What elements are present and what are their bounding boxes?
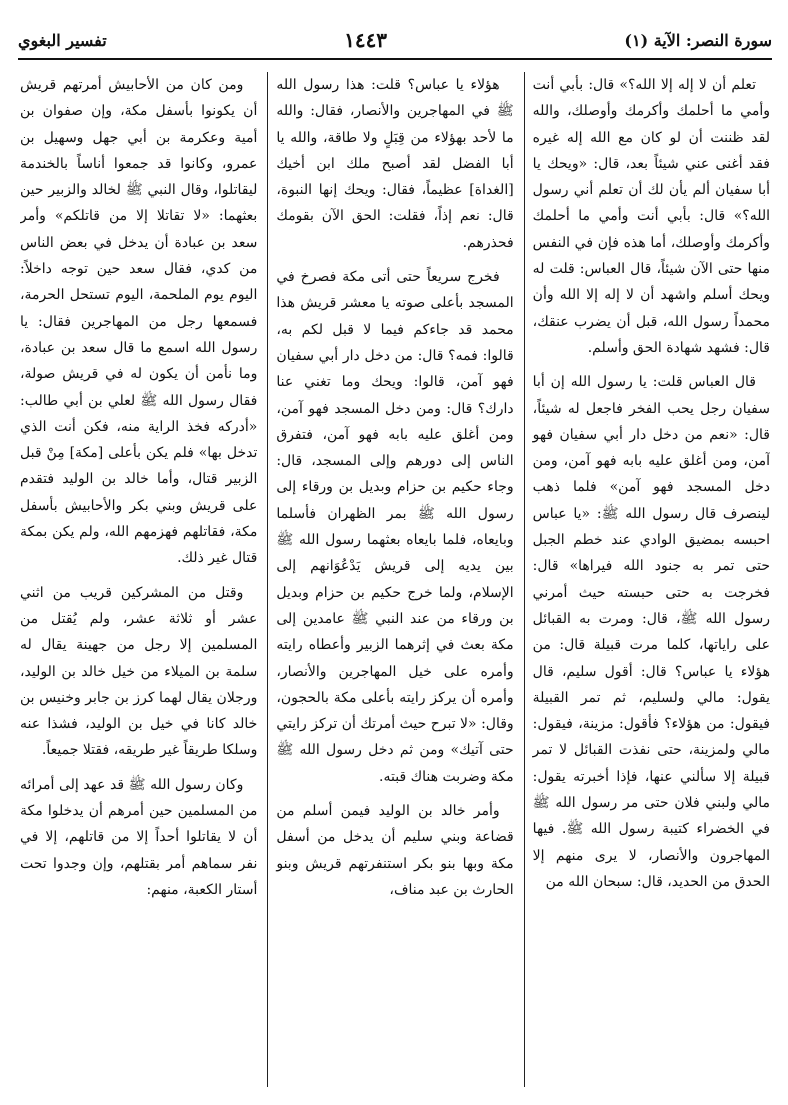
book-title: تفسير البغوي bbox=[18, 30, 107, 50]
paragraph: وأمر خالد بن الوليد فيمن أسلم من قضاعة وبني سليم أن يدخل من أسفل مكة وبها بنو بكر استنفرتهم قريش وبنو الحارث بن عبد مناف، bbox=[276, 803, 514, 898]
paragraph: هؤلاء يا عباس؟ قلت: هذا رسول الله ﷺ في المهاجرين والأنصار، فقال: والله ما لأحد بهؤلاء من قِبَلٍ ولا طاقة، والله يا أبا الفضل لقد أصبح ملك ابن أخيك [الغداة] عظيماً، فقال: ويحك إنها النبوة، قال: نعم إذاً، فقلت: الحق الآن بقومك فحذرهم. bbox=[276, 77, 514, 251]
header-rule bbox=[18, 58, 772, 60]
paragraph: فخرج سريعاً حتى أتى مكة فصرخ في المسجد بأعلى صوته يا معشر قريش هذا محمد قد جاءكم فيما لا قبل لكم به، قالوا: فمه؟ قال: من دخل دار أبي سفيان فهو آمن، قالوا: ويحك وما تغني عنا دارك؟ قال: ومن دخل المسجد فهو آمن، ومن أغلق عليه بابه فهو آمن، فتفرق الناس إلى دورهم وإلى المسجد، قال: وجاء حكيم بن حزام وبديل بن ورقاء إلى رسول الله ﷺ بمر الظهران فأسلما وبايعاه، فلما بايعاه بعثهما رسول الله ﷺ بين يديه إلى قريش يَدْعُوَانهم إلى الإسلام، ولما خرج حكيم بن حزام وبديل بن ورقاء من عند النبي ﷺ عامدين إلى مكة بعث في إثرهما الزبير وأعطاه رايته وأمره على خيل المهاجرين والأنصار، وأمره أن يركز رايته بأعلى مكة بالحجون، وقال: «لا تبرح حيث أمرتك أن تركز رايتي حتى آتيك» ومن ثم دخل رسول الله ﷺ مكة وضربت هناك قبته. bbox=[276, 269, 514, 785]
paragraph: تعلم أن لا إله إلا الله؟» قال: بأبي أنت وأمي ما أحلمك وأكرمك وأوصلك، والله لقد ظننت أن لو كان مع الله إله غيره فقد أغنى عني شيئاً بعد، قال: «ويحك يا أبا سفيان ألم يأن لك أن تعلم أني رسول الله؟» قال: بأبي أنت وأمي ما أحلمك وأكرمك وأوصلك، أما هذه فإن في النفس منها حتى الآن شيئاً، قال العباس: قلت له ويحك أسلم واشهد أن لا إله إلا الله وأن محمداً رسول الله، قبل أن يضرب عنقك، قال: فشهد شهادة الحق وأسلم. bbox=[532, 77, 770, 356]
page-header bbox=[18, 26, 772, 54]
column-right bbox=[524, 72, 770, 1087]
text-columns bbox=[20, 72, 770, 1087]
column-middle bbox=[267, 72, 513, 1087]
paragraph: وقتل من المشركين قريب من اثني عشر أو ثلاثة عشر، ولم يُقتل من المسلمين إلا رجل من جهينة يقال له سلمة بن الميلاء من خيل خالد بن الوليد، ورجلان يقال لهما كرز بن جابر وخنيس بن خالد كانا في خيل بن الوليد، فشذا عنه وسلكا طريقاً غير طريقه، فقتلا جميعاً. bbox=[20, 584, 258, 759]
surah-title: سورة النصر: الآية (١) bbox=[624, 30, 772, 50]
page-number: ١٤٤٣ bbox=[344, 28, 388, 52]
paragraph: وكان رسول الله ﷺ قد عهد إلى أمرائه من المسلمين حين أمرهم أن يدخلوا مكة أن لا يقاتلوا أحداً إلا من قاتلهم، إلا في نفر سماهم أمر بقتلهم، وإن وجدوا تحت أستار الكعبة، منهم: bbox=[20, 776, 258, 898]
column-left bbox=[20, 72, 257, 1087]
paragraph: ومن كان من الأحابيش أمرتهم قريش أن يكونوا بأسفل مكة، وإن صفوان بن أمية وعكرمة بن أبي جهل وسهيل بن عمرو، وكانوا قد جمعوا أناساً بالخندمة ليقاتلوا، وقال النبي ﷺ لخالد والزبير حين بعثهما: «لا تقاتلا إلا من قاتلكم» وأمر سعد بن عبادة أن يدخل في بعض الناس من كدي، فقال سعد حين توجه داخلاً: اليوم يوم الملحمة، اليوم تستحل الحرمة، فسمعها رجل من المهاجرين فقال: يا رسول الله اسمع ما قال سعد بن عبادة، وما نأمن أن يكون له في قريش صولة، فقال رسول الله ﷺ لعلي بن أبي طالب: «أدركه فخذ الراية منه، فكن أنت الذي تدخل بها» فلم يكن بأعلى [مكة] مِنْ قبل الزبير قتال، وأما خالد بن الوليد فتقدم على قريش وبني بكر والأحابيش بأسفل مكة، فقاتلهم فهزمهم الله، ولم يكن بمكة قتال غير ذلك. bbox=[20, 77, 258, 567]
paragraph: قال العباس قلت: يا رسول الله إن أبا سفيان رجل يحب الفخر فاجعل له شيئاً، قال: «نعم من دخل دار أبي سفيان فهو آمن، ومن أغلق عليه بابه فهو آمن، ومن دخل المسجد فهو آمن» فلما ذهب لينصرف قال رسول الله ﷺ: «يا عباس احبسه بمضيق الوادي عند خطم الجبل حتى تمر به جنود الله فيراها» قال: فخرجت به حتى حبسته حيث أمرني رسول الله ﷺ، قال: ومرت به القبائل على راياتها، كلما مرت قبيلة قال: من هؤلاء يا عباس؟ قال: أقول سليم، قال يقول: مالي ولسليم، ثم تمر القبيلة فيقول: من هؤلاء؟ فأقول: مزينة، فيقول: مالي ولمزينة، حتى نفذت القبائل لا تمر قبيلة إلا سألني عنها، فإذا أخبرته يقول: مالي ولبني فلان حتى مر رسول الله ﷺ في الخضراء كتيبة رسول الله ﷺ. فيها المهاجرون والأنصار، لا يرى منهم إلا الحدق من الحديد، قال: سبحان الله من bbox=[532, 374, 770, 890]
